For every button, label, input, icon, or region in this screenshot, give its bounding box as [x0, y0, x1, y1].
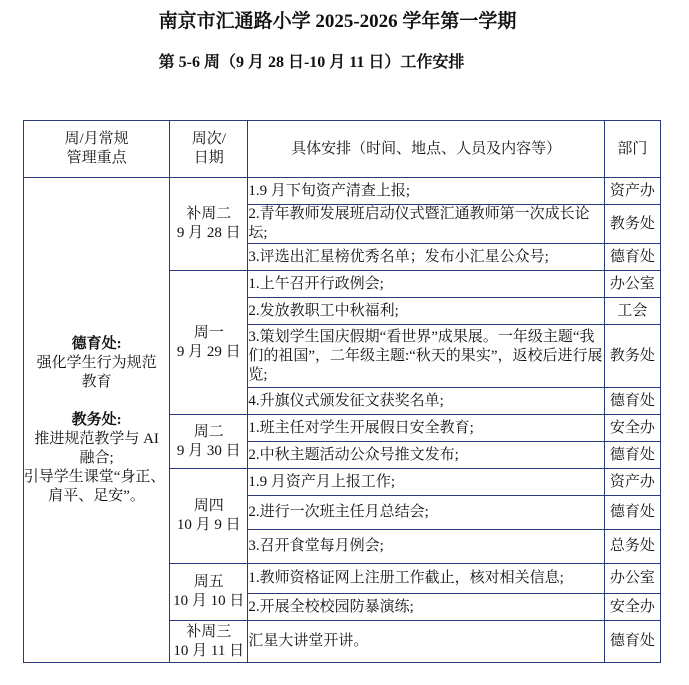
- header-row: [24, 121, 661, 178]
- dept-cell: 德育处: [604, 244, 660, 271]
- day-cell: [170, 271, 248, 415]
- dept-cell: 德育处: [604, 388, 660, 415]
- header-focus: [24, 121, 170, 178]
- dept-cell: 德育处: [604, 621, 660, 663]
- document-subtitle: 第 5-6 周（9 月 28 日-10 月 11 日）工作安排: [158, 54, 465, 71]
- dept-cell: 德育处: [604, 442, 660, 469]
- management-focus-cell: [24, 178, 170, 663]
- task-cell: 2.青年教师发展班启动仪式暨汇通教师第一次成长论坛;: [248, 205, 605, 244]
- task-cell: 2.开展全校校园防暴演练;: [248, 594, 605, 621]
- dept-cell: 教务处: [604, 325, 660, 388]
- dept-cell: 办公室: [604, 271, 660, 298]
- focus-teaching-text: 推进规范教学与 AI: [34, 430, 159, 447]
- task-cell: 1.9 月下旬资产清查上报;: [248, 178, 605, 205]
- date-label: 9 月 28 日: [176, 225, 241, 241]
- focus-teaching-text: 肩平、足安”。: [48, 487, 145, 504]
- task-cell: 3.评选出汇星榜优秀名单；发布小汇星公众号;: [248, 244, 605, 271]
- date-label: 10 月 11 日: [173, 642, 245, 659]
- document-title: 南京市汇通路小学 2025-2026 学年第一学期: [158, 11, 517, 32]
- task-cell: 汇星大讲堂开讲。: [248, 621, 605, 663]
- dept-cell: 德育处: [604, 496, 660, 530]
- day-label: 周四: [193, 498, 224, 514]
- task-cell: 1.9 月资产月上报工作;: [248, 469, 605, 496]
- focus-moral-heading: 德育处:: [71, 335, 122, 352]
- task-cell: 1.教师资格证网上注册工作截止，核对相关信息;: [248, 564, 605, 594]
- day-cell: [170, 564, 248, 621]
- dept-cell: 办公室: [604, 564, 660, 594]
- task-cell: 2.中秋主题活动公众号推文发布;: [248, 442, 605, 469]
- task-cell: 3.召开食堂每月例会;: [248, 530, 605, 564]
- date-label: 9 月 29 日: [176, 343, 241, 360]
- dept-cell: 教务处: [604, 205, 660, 244]
- task-cell: 4.升旗仪式颁发征文获奖名单;: [248, 388, 605, 415]
- day-label: 周二: [193, 423, 224, 440]
- day-label: 补周二: [186, 206, 232, 222]
- day-label: 周五: [193, 574, 224, 590]
- dept-cell: 资产办: [604, 178, 660, 205]
- header-focus-line1: 周/月常规: [64, 131, 129, 147]
- header-date-line2: 日期: [193, 150, 224, 166]
- dept-cell: 工会: [604, 298, 660, 325]
- schedule-table: [23, 120, 661, 663]
- header-date: [170, 121, 248, 178]
- focus-teaching-heading: 教务处:: [71, 411, 122, 428]
- header-dept: 部门: [604, 121, 660, 178]
- dept-cell: 总务处: [604, 530, 660, 564]
- day-cell: [170, 469, 248, 564]
- focus-moral-text: 教育: [81, 373, 112, 390]
- focus-teaching-text: 引导学生课堂“身正、: [23, 468, 166, 485]
- day-cell: [170, 415, 248, 469]
- day-cell: [170, 621, 248, 663]
- task-cell: 1.上午召开行政例会;: [248, 271, 605, 298]
- day-label: 周一: [193, 324, 224, 341]
- date-label: 10 月 9 日: [176, 517, 241, 533]
- dept-cell: 安全办: [604, 415, 660, 442]
- header-date-line1: 周次/: [191, 131, 226, 147]
- header-focus-line2: 管理重点: [66, 150, 127, 166]
- dept-cell: 资产办: [604, 469, 660, 496]
- table-row: [24, 178, 661, 205]
- task-cell: 3.策划学生国庆假期“看世界”成果展。一年级主题“我们的祖国”，二年级主题:“秋天的果实”，返校后进行展览;: [248, 325, 605, 388]
- focus-moral-text: 强化学生行为规范: [36, 354, 157, 371]
- task-cell: 2.进行一次班主任月总结会;: [248, 496, 605, 530]
- focus-teaching-text: 融合;: [79, 449, 114, 466]
- date-label: 9 月 30 日: [176, 442, 241, 459]
- day-label: 补周三: [186, 623, 232, 640]
- date-label: 10 月 10 日: [173, 593, 245, 609]
- header-task: 具体安排（时间、地点、人员及内容等）: [248, 121, 605, 178]
- task-cell: 2.发放教职工中秋福利;: [248, 298, 605, 325]
- day-cell: [170, 178, 248, 271]
- dept-cell: 安全办: [604, 594, 660, 621]
- task-cell: 1.班主任对学生开展假日安全教育;: [248, 415, 605, 442]
